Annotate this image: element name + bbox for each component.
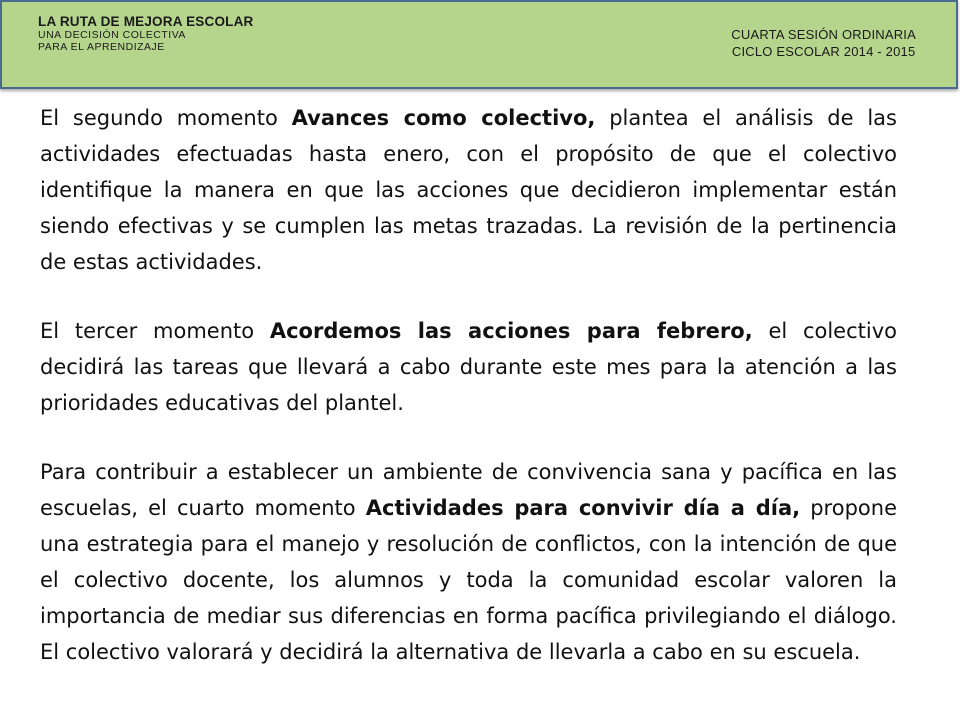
paragraph-text: plantea el análisis de las actividades efectuadas hasta enero, con el propósito de que el colectivo identifique la manera en que las acciones que decidieron implementar están siendo efectivas y se cumplen las metas trazadas. La revisión de la pertinencia de estas actividades. — [40, 106, 897, 274]
paragraph-emphasis: Actividades para convivir día a día, — [365, 496, 801, 520]
paragraph-emphasis: Avances como colectivo, — [291, 106, 596, 130]
paragraph-text: El tercer momento — [40, 319, 270, 343]
session-label: CUARTA SESIÓN ORDINARIA — [731, 27, 916, 42]
cycle-label: CICLO ESCOLAR 2014 - 2015 — [731, 44, 916, 59]
paragraph-text: Para contribuir a establecer un ambiente de convivencia sana y pacífica en las escuelas, el cuarto momento — [40, 460, 897, 520]
session-info-block — [731, 26, 916, 60]
program-subtitle-2: PARA EL APRENDIZAJE — [38, 41, 165, 53]
header-banner — [0, 0, 958, 89]
paragraph-text: propone una estrategia para el manejo y resolución de conflictos, con la intención de que el colectivo docente, los alumnos y toda la comunidad escolar valoren la importancia de mediar sus diferencias en forma pacífica privilegiando el diálogo. El colectivo valorará y decidirá la alternativa de llevarla a cabo en su escuela. — [40, 496, 897, 664]
paragraph-third-moment — [40, 313, 897, 421]
paragraph-text: El segundo momento — [40, 106, 292, 130]
paragraph-fourth-moment — [40, 454, 897, 670]
program-title-block — [38, 14, 254, 53]
paragraph-emphasis: Acordemos las acciones para febrero, — [269, 319, 753, 343]
program-subtitle-1: UNA DECISIÓN COLECTIVA — [38, 29, 186, 41]
body-text — [40, 100, 897, 670]
paragraph-second-moment — [40, 100, 897, 280]
paragraph-text: el colectivo decidirá las tareas que llevará a cabo durante este mes para la atención a las prioridades educativas del plantel. — [40, 319, 897, 415]
program-title: LA RUTA DE MEJORA ESCOLAR — [38, 14, 254, 29]
